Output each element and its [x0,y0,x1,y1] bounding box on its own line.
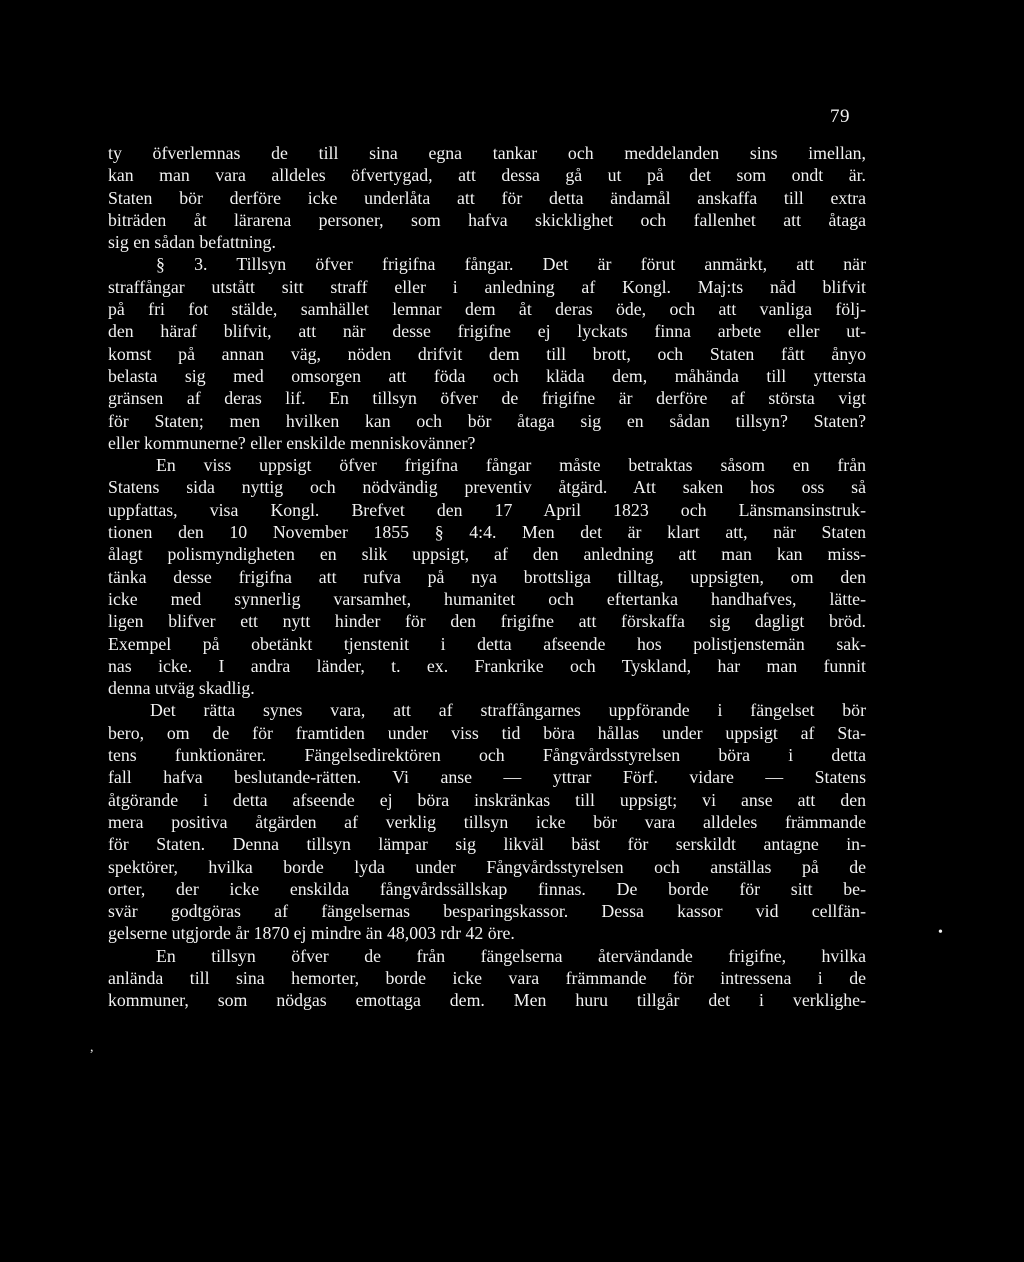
text-line: straffångar utstått sitt straff eller i anledning af Kongl. Maj:ts nåd blifvit [108,276,866,297]
text-line: biträden åt lärarena personer, som hafva skicklighet och fallenhet att åtaga [108,209,866,230]
body-text [108,142,866,1012]
text-line: gelserne utgjorde år 1870 ej mindre än 48,003 rdr 42 öre. [108,923,515,944]
text-line: fall hafva beslutande-rätten. Vi anse — yttrar Förf. vidare — Statens [108,767,866,788]
text-line: orter, der icke enskilda fångvårdssällskap finnas. De borde för sitt be- [108,878,866,899]
text-line: ligen blifver ett nytt hinder för den frigifne att förskaffa sig dagligt bröd. [108,611,866,632]
text-line: kan man vara alldeles öfvertygad, att dessa gå ut på det som ondt är. [108,165,866,186]
text-line: tänka desse frigifna att rufva på nya brottsliga tilltag, uppsigten, om den [108,566,866,587]
text-line: anlända till sina hemorter, borde icke vara främmande för intressena i de [108,967,866,988]
margin-mark-right: • [938,925,943,940]
section-heading-line: § 3. Tillsyn öfver frigifna fångar. Det är förut anmärkt, att när [156,254,866,275]
text-line: nas icke. I andra länder, t. ex. Frankrike och Tyskland, har man funnit [108,655,866,676]
margin-mark-left: , [90,1040,94,1055]
text-line: på fri fot stälde, samhället lemnar dem åt deras öde, och att vanliga följ- [108,299,866,320]
text-line: för Staten. Denna tillsyn lämpar sig likväl bäst för serskildt antagne in- [108,834,866,855]
text-line: svär godtgöras af fängelsernas besparingskassor. Dessa kassor vid cellfän- [108,901,866,922]
page-number: 79 [830,106,850,127]
text-line: ty öfverlemnas de till sina egna tankar och meddelanden sins imellan, [108,143,866,163]
text-line: för Staten; men hvilken kan och bör åtaga sig en sådan tillsyn? Staten? [108,410,866,431]
text-line: spektörer, hvilka borde lyda under Fångvårdsstyrelsen och anställas på de [108,856,866,877]
text-line: kommuner, som nödgas emottaga dem. Men huru tillgår det i verklighe- [108,990,866,1011]
text-line: tens funktionärer. Fängelsedirektören och Fångvårdsstyrelsen böra i detta [108,745,866,766]
text-line: Statens sida nyttig och nödvändig preventiv åtgärd. Att saken hos oss så [108,477,866,498]
paragraph-start-line: En viss uppsigt öfver frigifna fångar måste betraktas såsom en från [156,455,866,476]
text-line: eller kommunerne? eller enskilde menniskovänner? [108,432,476,453]
text-line: ålagt polismyndigheten en slik uppsigt, af den anledning att man kan miss- [108,544,866,565]
text-line: åtgörande i detta afseende ej böra inskränkas till uppsigt; vi anse att den [108,789,866,810]
paragraph-start-line: Det rätta synes vara, att af straffångarnes uppförande i fängelset bör [150,700,866,721]
text-line: den häraf blifvit, att när desse frigifne ej lyckats finna arbete eller ut- [108,321,866,342]
text-line: Exempel på obetänkt tjenstenit i detta afseende hos polistjenstemän sak- [108,633,866,654]
text-line: bero, om de för framtiden under viss tid böra hållas under uppsigt af Sta- [108,722,866,743]
text-line: denna utväg skadlig. [108,678,255,699]
text-line: icke med synnerlig varsamhet, humanitet och eftertanka handhafves, lätte- [108,588,866,609]
text-line: uppfattas, visa Kongl. Brefvet den 17 April 1823 och Länsmansinstruk- [108,499,866,520]
paragraph-start-line: En tillsyn öfver de från fängelserna återvändande frigifne, hvilka [156,945,866,966]
text-line: gränsen af deras lif. En tillsyn öfver de frigifne är derföre af största vigt [108,388,866,409]
text-line: Staten bör derföre icke underlåta att för detta ändamål anskaffa till extra [108,187,866,208]
text-line: mera positiva åtgärden af verklig tillsyn icke bör vara alldeles främmande [108,811,866,832]
text-line: belasta sig med omsorgen att föda och kläda dem, måhända till yttersta [108,365,866,386]
text-line: sig en sådan befattning. [108,232,276,253]
text-line: tionen den 10 November 1855 § 4:4. Men det är klart att, när Staten [108,522,866,543]
text-line: komst på annan väg, nöden drifvit dem till brott, och Staten fått ånyo [108,343,866,364]
